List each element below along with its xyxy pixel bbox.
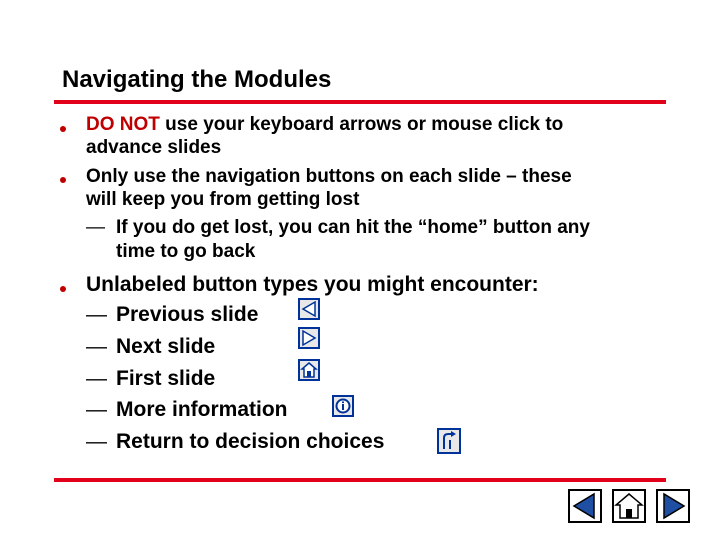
bullet-3-line-1: Unlabeled button types you might encounter: [86, 273, 539, 296]
sub-bullet-line-2: time to go back [116, 241, 256, 262]
dash-marker: — [86, 217, 105, 238]
button-type-previous: — Previous slide [86, 303, 259, 326]
slide-title: Navigating the Modules [62, 66, 332, 93]
home-button[interactable] [612, 489, 646, 523]
bullet-1-text: use your keyboard arrows or mouse click to [159, 114, 564, 135]
next-arrow-icon [658, 491, 688, 521]
dash-marker: — [86, 367, 107, 390]
dash-marker: — [86, 430, 107, 453]
bullet-2-line-1: Only use the navigation buttons on each slide – these [86, 166, 572, 187]
previous-slide-button[interactable] [568, 489, 602, 523]
bullet-2-line-2: will keep you from getting lost [86, 189, 360, 210]
button-type-return: — Return to decision choices [86, 430, 385, 453]
bullet-marker [60, 177, 66, 183]
do-not-emphasis: DO NOT [86, 114, 160, 135]
button-type-more-info: — More information [86, 398, 288, 421]
next-slide-button[interactable] [656, 489, 690, 523]
button-type-first: — First slide [86, 367, 216, 390]
next-arrow-icon [298, 327, 320, 349]
info-icon [332, 395, 354, 417]
return-arrow-icon [437, 428, 461, 454]
dash-marker: — [86, 398, 107, 421]
footer-divider [54, 478, 666, 482]
dash-marker: — [86, 303, 107, 326]
title-divider [54, 100, 666, 104]
home-icon [298, 359, 320, 381]
bullet-marker [60, 286, 66, 292]
bullet-1-line-1 [86, 114, 563, 135]
home-icon [614, 491, 644, 521]
bullet-marker [60, 126, 66, 132]
bullet-1-line-2: advance slides [86, 137, 222, 158]
sub-bullet-line-1: — If you do get lost, you can hit the “home” button any [86, 217, 590, 238]
previous-arrow-icon [570, 491, 600, 521]
button-type-next: — Next slide [86, 335, 216, 358]
previous-arrow-icon [298, 298, 320, 320]
dash-marker: — [86, 335, 107, 358]
